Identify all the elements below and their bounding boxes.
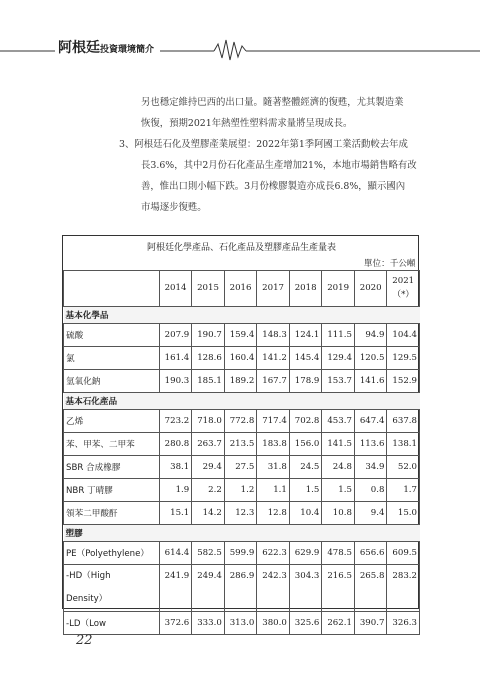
cell-value: 265.8 [354,564,387,611]
header-title-main: 阿根廷 [58,40,100,56]
paragraph-line-4: 長3.6%，其中2月份石化產品生產增加21%，本地市場銷售略有改 [141,160,417,171]
category-label: 基本化學品 [64,306,420,323]
table-row [64,346,420,369]
row-name [64,501,160,524]
cell-value: 161.4 [159,346,192,369]
cell-value: 38.1 [159,455,192,478]
cell-value: 10.8 [322,501,355,524]
table-row [64,369,420,392]
cell-value: 1.2 [224,478,257,501]
cell-value: 702.8 [289,409,322,432]
cell-value: 167.7 [257,369,290,392]
row-name-text: NBR 丁晴膠 [66,485,113,496]
cell-value: 1.9 [159,478,192,501]
row-name [64,564,160,611]
cell-value: 213.5 [224,432,257,455]
year-2021-note: （*） [392,290,414,300]
cell-value: 31.8 [257,455,290,478]
row-name [64,346,160,369]
row-name-text: 乙烯 [66,416,84,427]
cell-value: 24.8 [322,455,355,478]
year-2021-label: 2021 [392,276,415,286]
cell-value: 1.5 [322,478,355,501]
table-row [64,323,420,346]
cell-value: 717.4 [257,409,290,432]
year-2016: 2016 [224,270,257,306]
cell-value: 599.9 [224,541,257,564]
cell-value: 718.0 [192,409,225,432]
cell-value: 94.9 [354,323,387,346]
row-name-text: 硫酸 [66,330,84,341]
row-name [64,478,160,501]
cell-value: 380.0 [257,611,290,634]
cell-value: 582.5 [192,541,225,564]
cell-value: 27.5 [224,455,257,478]
row-name-text: 氯 [66,353,75,364]
cell-value: 12.8 [257,501,290,524]
paragraph-line-5: 善，惟出口則小幅下跌。3月份橡膠製造亦成長6.8%，顯示國內 [141,181,406,192]
page-number: 22 [76,633,93,648]
header-title [58,37,154,57]
row-name-text-line2: Density） [66,593,108,604]
table-row [64,541,420,564]
page-header [0,34,480,64]
cell-value: 313.0 [224,611,257,634]
cell-value: 1.7 [387,478,420,501]
cell-value: 34.9 [354,455,387,478]
cell-value: 283.2 [387,564,420,611]
header-title-sub: 投資環境簡介 [100,45,155,55]
cell-value: 148.3 [257,323,290,346]
cell-value: 333.0 [192,611,225,634]
cell-value: 190.7 [192,323,225,346]
cell-value: 190.3 [159,369,192,392]
paragraph-line-3: 3、阿根廷石化及塑膠產業展望：2022年第1季阿國工業活動較去年成 [119,139,408,150]
cell-value: 189.2 [224,369,257,392]
category-row [64,524,420,541]
year-header-blank [64,270,160,306]
cell-value: 609.5 [387,541,420,564]
cell-value: 249.4 [192,564,225,611]
cell-value: 304.3 [289,564,322,611]
cell-value: 216.5 [322,564,355,611]
year-2015: 2015 [192,270,225,306]
table-row [64,478,420,501]
cell-value: 145.4 [289,346,322,369]
cell-value: 141.6 [354,369,387,392]
table-title: 阿根廷化學產品、石化產品及塑膠產品生產量表 [146,242,336,253]
cell-value: 124.1 [289,323,322,346]
cell-value: 478.5 [322,541,355,564]
table-body [64,306,420,634]
row-name-text: 氫氧化鈉 [66,376,101,387]
paragraph-line-1: 另也穩定維持巴西的出口量。隨著整體經濟的復甦，尤其製造業 [141,97,404,108]
cell-value: 241.9 [159,564,192,611]
year-2021 [387,270,420,306]
row-name [64,541,160,564]
cell-value: 153.7 [322,369,355,392]
row-name [64,323,160,346]
cell-value: 111.5 [322,323,355,346]
cell-value: 325.6 [289,611,322,634]
cell-value: 113.6 [354,432,387,455]
production-table-container [62,235,419,629]
table-row [64,455,420,478]
paragraph-line-2: 恢復，預期2021年熱塑性塑料需求量將呈現成長。 [141,118,353,129]
row-name-text: PE（Polyethylene） [66,548,150,559]
table-row [64,432,420,455]
cell-value: 129.5 [387,346,420,369]
row-name-text: -LD（Low [66,618,107,629]
row-name [64,369,160,392]
year-2018: 2018 [289,270,322,306]
table-row [64,501,420,524]
cell-value: 0.8 [354,478,387,501]
cell-value: 10.4 [289,501,322,524]
cell-value: 647.4 [354,409,387,432]
cell-value: 326.3 [387,611,420,634]
cell-value: 629.9 [289,541,322,564]
cell-value: 15.1 [159,501,192,524]
cell-value: 12.3 [224,501,257,524]
cell-value: 178.9 [289,369,322,392]
cell-value: 772.8 [224,409,257,432]
year-2020: 2020 [354,270,387,306]
category-row [64,306,420,323]
row-name [64,455,160,478]
category-row [64,392,420,409]
cell-value: 723.2 [159,409,192,432]
cell-value: 138.1 [387,432,420,455]
cell-value: 637.8 [387,409,420,432]
row-name-text: SBR 合成橡膠 [66,462,121,473]
cell-value: 453.7 [322,409,355,432]
cell-value: 52.0 [387,455,420,478]
cell-value: 159.4 [224,323,257,346]
cell-value: 372.6 [159,611,192,634]
cell-value: 29.4 [192,455,225,478]
cell-value: 160.4 [224,346,257,369]
cell-value: 1.1 [257,478,290,501]
cell-value: 263.7 [192,432,225,455]
cell-value: 390.7 [354,611,387,634]
cell-value: 280.8 [159,432,192,455]
cell-value: 656.6 [354,541,387,564]
cell-value: 614.4 [159,541,192,564]
cell-value: 1.5 [289,478,322,501]
cell-value: 183.8 [257,432,290,455]
row-name [64,409,160,432]
cell-value: 2.2 [192,478,225,501]
cell-value: 128.6 [192,346,225,369]
cell-value: 104.4 [387,323,420,346]
row-name-text: 苯、甲苯、二甲苯 [66,439,135,450]
year-2017: 2017 [257,270,290,306]
row-name-text: -HD（High [66,570,111,581]
cell-value: 141.2 [257,346,290,369]
cell-value: 15.0 [387,501,420,524]
table-row [64,409,420,432]
table-row [64,611,420,634]
cell-value: 141.5 [322,432,355,455]
cell-value: 286.9 [224,564,257,611]
cell-value: 185.1 [192,369,225,392]
production-table [63,236,420,635]
cell-value: 262.1 [322,611,355,634]
cell-value: 152.9 [387,369,420,392]
year-header-row [64,270,420,306]
cell-value: 129.4 [322,346,355,369]
cell-value: 14.2 [192,501,225,524]
cell-value: 242.3 [257,564,290,611]
row-name [64,432,160,455]
cell-value: 9.4 [354,501,387,524]
cell-value: 156.0 [289,432,322,455]
table-unit: 單位：千公噸 [363,258,416,269]
row-name [64,611,160,634]
paragraph-line-6: 市場逐步復甦。 [141,202,207,213]
table-row [64,564,420,611]
category-label: 塑膠 [64,524,420,541]
year-2019: 2019 [322,270,355,306]
row-name-text: 領苯二甲酸酐 [66,508,118,519]
cell-value: 120.5 [354,346,387,369]
category-label: 基本石化產品 [64,392,420,409]
cell-value: 24.5 [289,455,322,478]
year-2014: 2014 [159,270,192,306]
cell-value: 207.9 [159,323,192,346]
cell-value: 622.3 [257,541,290,564]
